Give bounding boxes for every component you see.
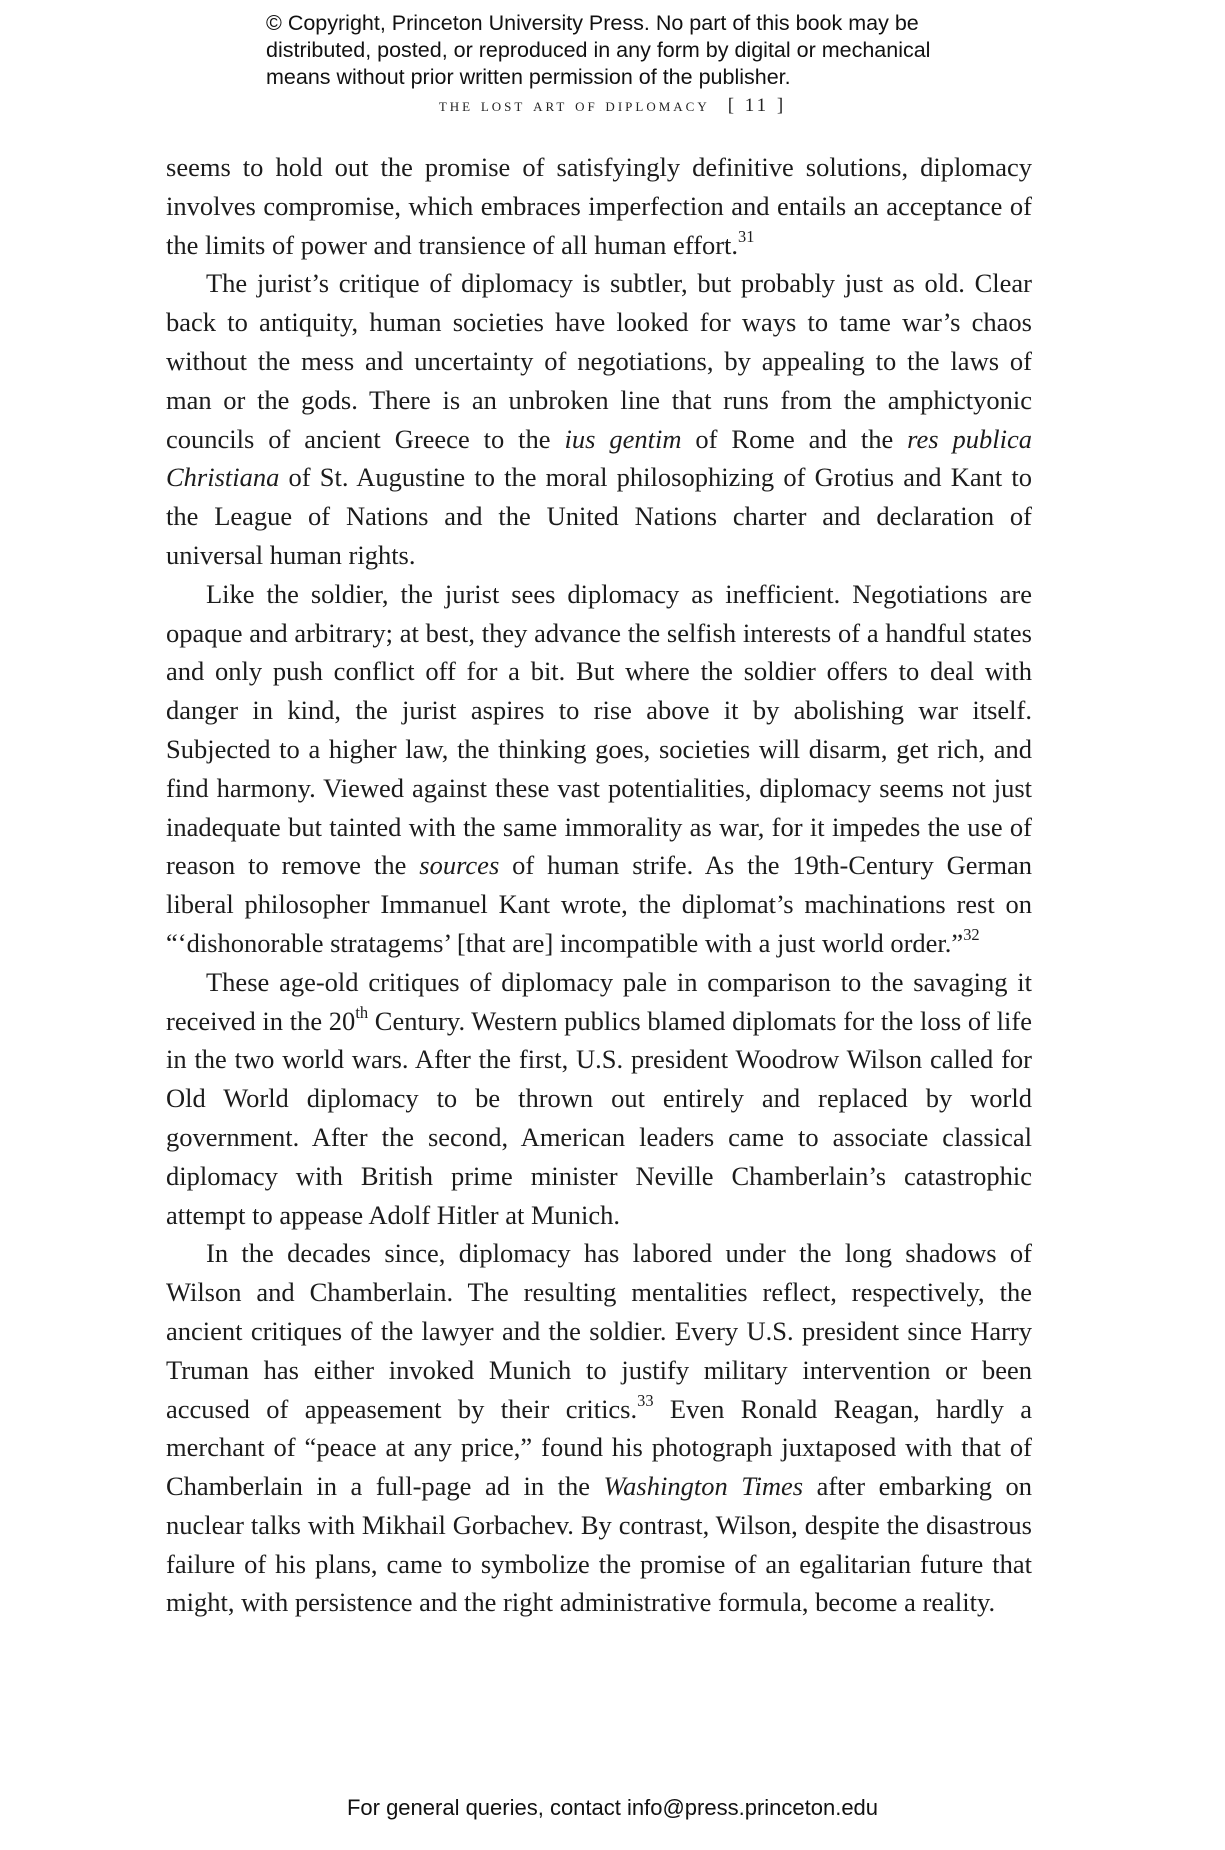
copyright-notice: [266, 10, 1026, 91]
paragraph-text: of St. Augustine to the moral philosophizing of Grotius and Kant to the League of Nations and the United Nations charter and declaration of universal human rights.: [166, 462, 1032, 570]
paragraph: [166, 148, 1032, 264]
copyright-line: distributed, posted, or reproduced in any form by digital or mechanical: [266, 38, 931, 62]
running-head: [0, 95, 1225, 117]
paragraph-text: The jurist’s critique of diplomacy is subtler, but probably just as old. Clear back to antiquity, human societies have looked for ways to tame war’s chaos without the mess and uncertainty of negotiations, by appealing to the laws of man or the gods. There is an unbroken line that runs from the amphictyonic councils of ancient Greece to the: [166, 268, 1032, 454]
italic-term: ius gentim: [564, 423, 682, 454]
italic-term: Washington Times: [603, 1471, 804, 1502]
paragraph-text: of Rome and the: [681, 423, 908, 454]
paragraph-text: seems to hold out the promise of satisfyingly definitive solutions, diplomacy involves compromise, which embraces imperfection and entails an acceptance of the limits of power and transience of all human effort.: [166, 152, 1032, 260]
paragraph: [166, 1234, 1032, 1622]
paragraph-text: Century. Western publics blamed diplomats for the loss of life in the two world wars. After the first, U.S. president Woodrow Wilson called for Old World diplomacy to be thrown out entirely and replaced by world government. After the second, American leaders came to associate classical diplomacy with British prime minister Neville Chamberlain’s catastrophic attempt to appease Adolf Hitler at Munich.: [166, 1005, 1032, 1230]
paragraph: [166, 963, 1032, 1235]
page-number: [ 11 ]: [727, 95, 787, 116]
paragraph-text: of human strife. As the 19th-Century German liberal philosopher Immanuel Kant wrote, the diplomat’s machinations rest on “‘dishonorable stratagems’ [that are] incompatible with a just world order.”: [166, 850, 1032, 958]
footnote-marker: 33: [637, 1390, 654, 1410]
footer-contact: For general queries, contact info@press.princeton.edu: [346, 1795, 879, 1820]
body-text: [166, 148, 1032, 1622]
paragraph: [166, 575, 1032, 963]
italic-term: res publica Christiana: [166, 423, 1032, 493]
italic-term: sources: [419, 850, 500, 881]
paragraph-text: These age-old critiques of diplomacy pale in comparison to the savaging it received in the 20: [166, 966, 1032, 1036]
paragraph-text: Like the soldier, the jurist sees diplomacy as inefficient. Negotiations are opaque and arbitrary; at best, they advance the selfish interests of a handful states and only push conflict off for a bit. But where the soldier offers to deal with danger in kind, the jurist aspires to rise above it by abolishing war itself. Subjected to a higher law, the thinking goes, societies will disarm, get rich, and find harmony. Viewed against these vast potentialities, diplomacy seems not just inadequate but tainted with the same immorality as war, for it impedes the use of reason to remove the: [166, 578, 1032, 881]
copyright-line: © Copyright, Princeton University Press. No part of this book may be: [266, 11, 919, 35]
footnote-marker: 32: [963, 925, 980, 945]
running-head-title: the lost art of diplomacy: [438, 95, 710, 116]
footnote-marker: 31: [738, 226, 755, 246]
paragraph-text: after embarking on nuclear talks with Mikhail Gorbachev. By contrast, Wilson, despite the disastrous failure of his plans, came to symbolize the promise of an egalitarian future that might, with persistence and the right administrative formula, become a reality.: [166, 1471, 1032, 1618]
paragraph-text: In the decades since, diplomacy has labored under the long shadows of Wilson and Chamberlain. The resulting mentalities reflect, respectively, the ancient critiques of the lawyer and the soldier. Every U.S. president since Harry Truman has either invoked Munich to justify military intervention or been accused of appeasement by their critics.: [166, 1238, 1032, 1424]
paragraph-text: Even Ronald Reagan, hardly a merchant of “peace at any price,” found his photograph juxtaposed with that of Chamberlain in a full-page ad in the: [166, 1393, 1032, 1502]
paragraph: [166, 264, 1032, 574]
copyright-line: means without prior written permission of the publisher.: [266, 65, 791, 89]
ordinal-superscript: th: [355, 1002, 369, 1022]
